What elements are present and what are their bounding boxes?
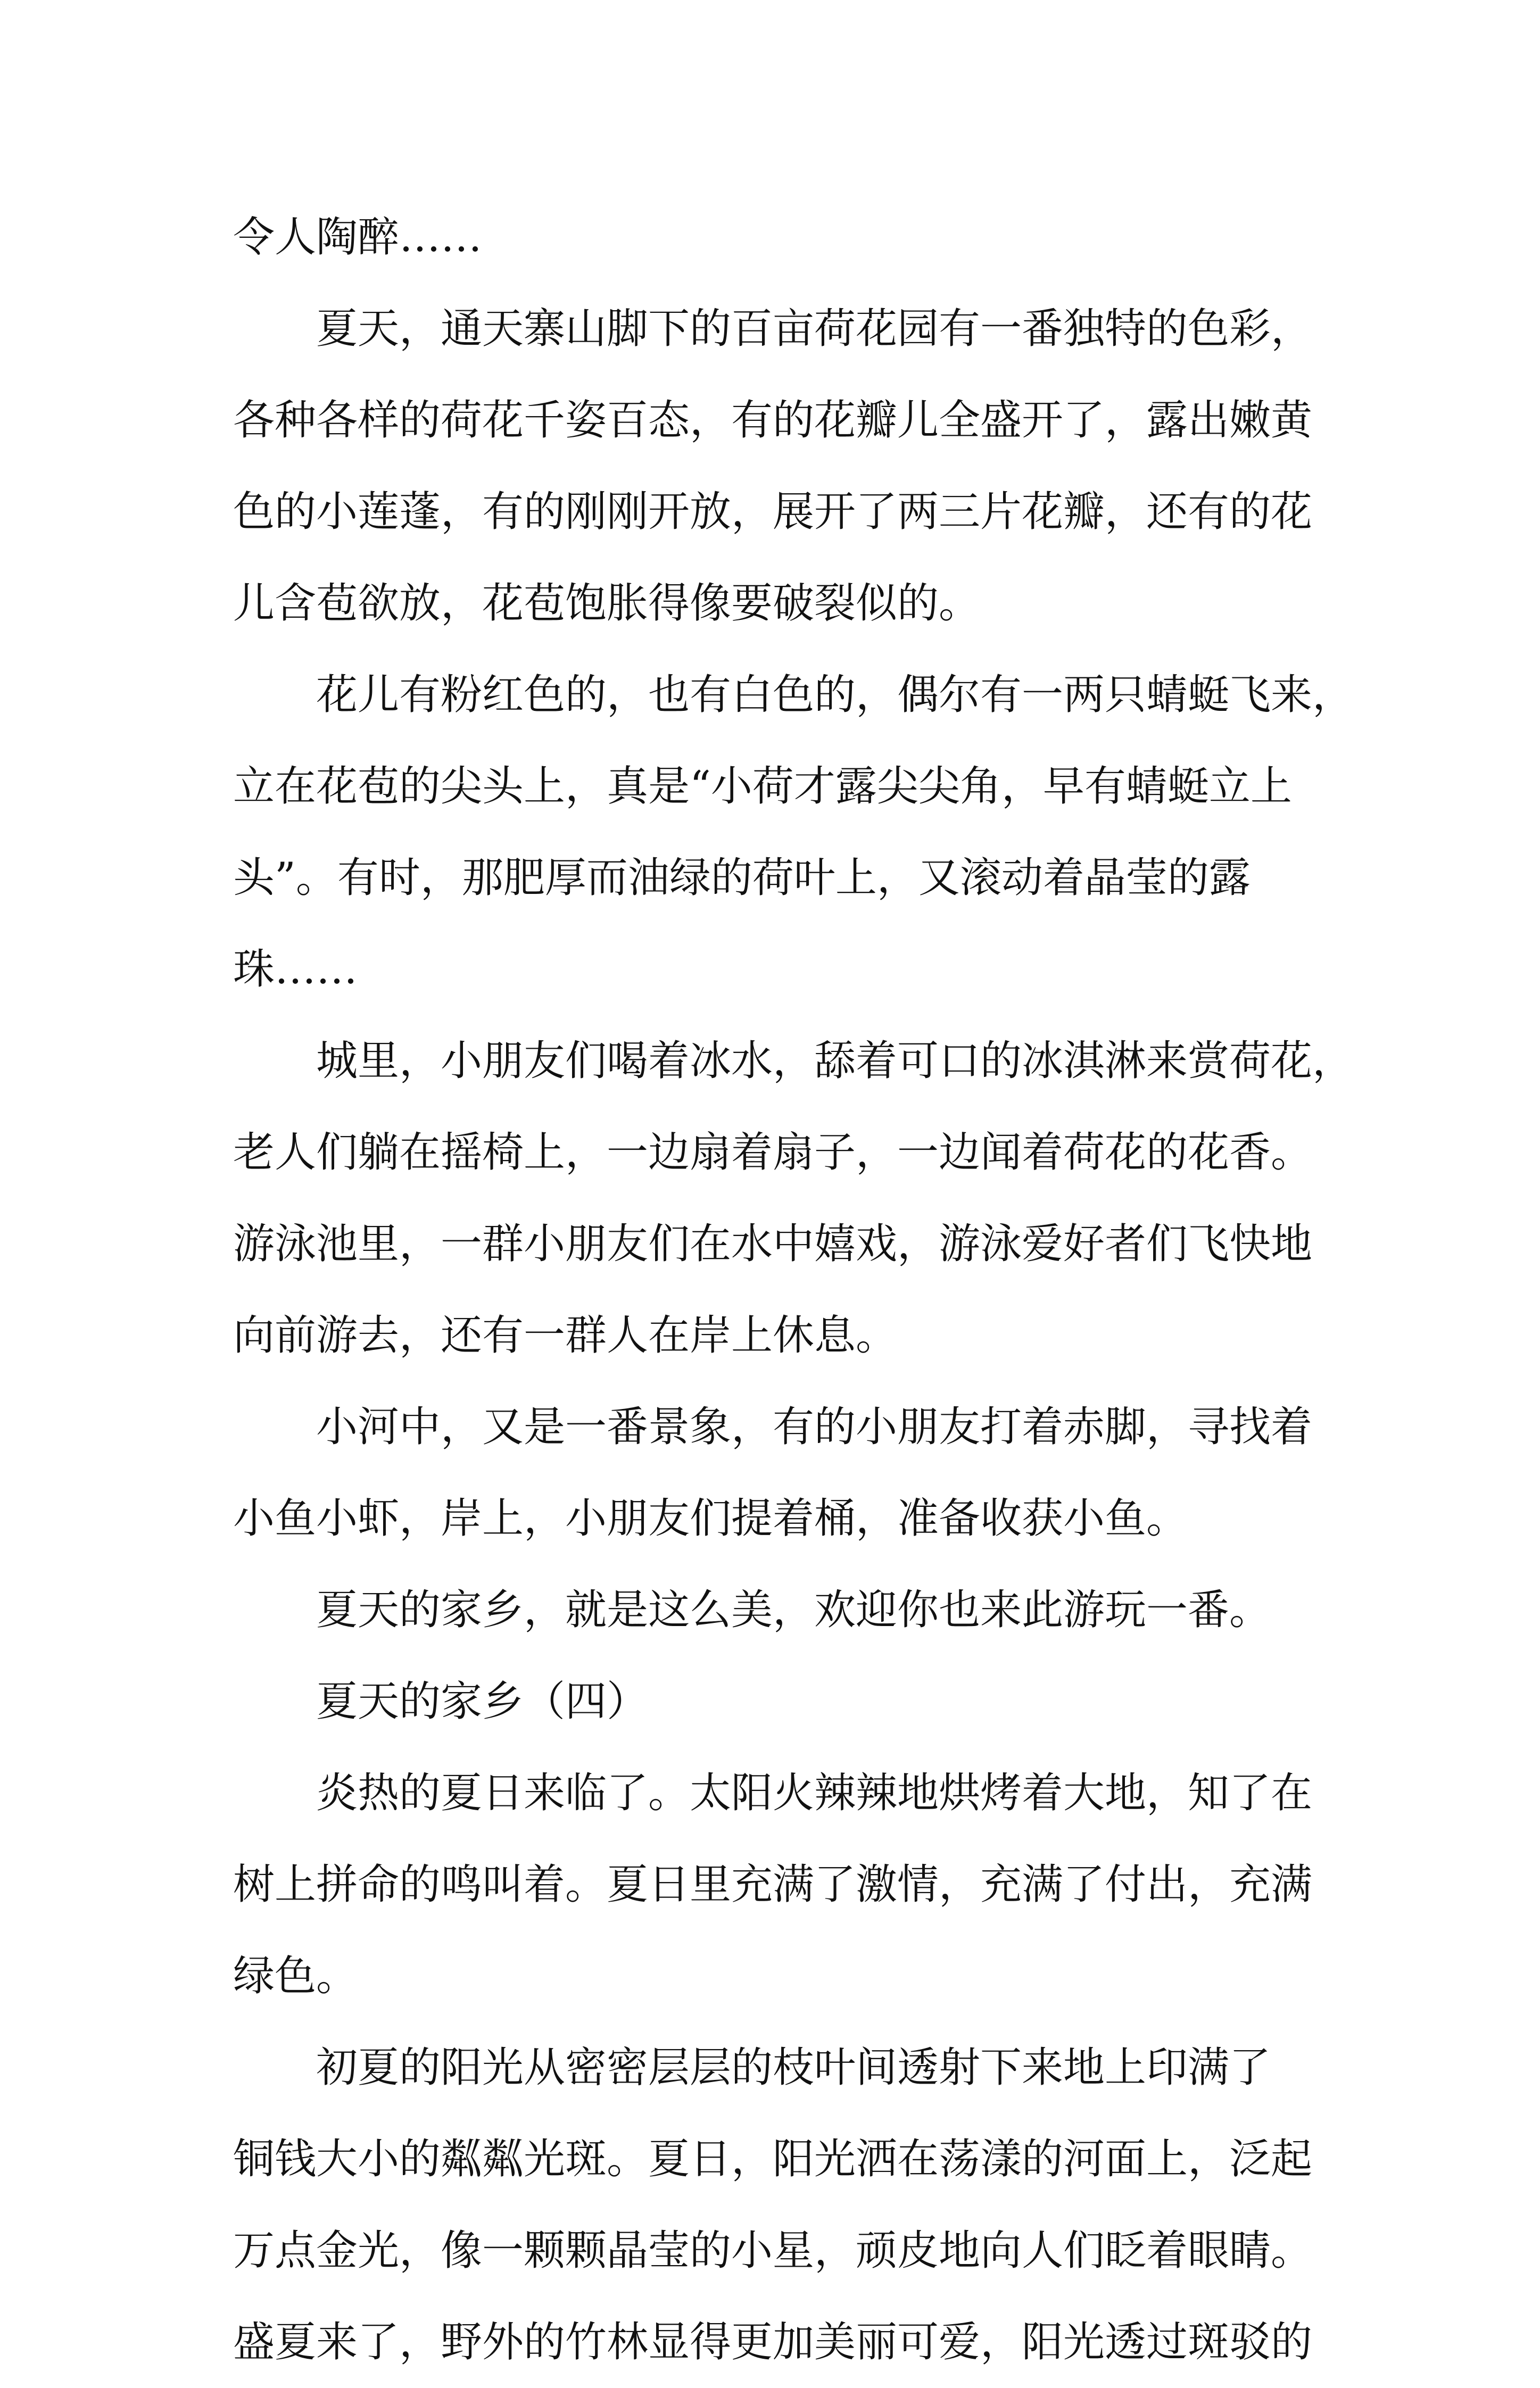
text-line: 立在花苞的尖头上，真是“小荷才露尖尖角，早有蜻蜓立上 — [233, 762, 1292, 810]
text-line: 万点金光，像一颗颗晶莹的小星，顽皮地向人们眨着眼睛。 — [233, 2227, 1313, 2275]
text-line: 炎热的夏日来临了。太阳火辣辣地烘烤着大地，知了在 — [316, 1769, 1313, 1817]
text-line: 向前游去，还有一群人在岸上休息。 — [233, 1312, 898, 1359]
paragraph — [233, 2022, 1313, 2388]
paragraph — [233, 1015, 1354, 1381]
text-line: 游泳池里，一群小朋友们在水中嬉戏，游泳爱好者们飞快地 — [233, 1220, 1313, 1268]
text-line: 铜钱大小的粼粼光斑。夏日，阳光洒在荡漾的河面上，泛起 — [233, 2135, 1313, 2183]
text-line: 盛夏来了，野外的竹林显得更加美丽可爱，阳光透过斑驳的 — [233, 2318, 1313, 2366]
text-line: 珠…… — [233, 946, 358, 993]
paragraph — [233, 1747, 1313, 2022]
text-line: 令人陶醉…… — [233, 213, 483, 261]
text-line: 花儿有粉红色的，也有白色的，偶尔有一两只蜻蜓飞来， — [316, 671, 1354, 719]
text-line: 夏天的家乡（四） — [316, 1678, 649, 1726]
text-line: 小河中，又是一番景象，有的小朋友打着赤脚，寻找着 — [316, 1403, 1313, 1451]
text-line: 各种各样的荷花千姿百态，有的花瓣儿全盛开了，露出嫩黄 — [233, 396, 1313, 444]
text-line: 小鱼小虾，岸上，小朋友们提着桶，准备收获小鱼。 — [233, 1495, 1188, 1543]
text-line: 老人们躺在摇椅上，一边扇着扇子，一边闻着荷花的花香。 — [233, 1129, 1313, 1176]
paragraph — [233, 192, 1313, 283]
text-line: 夏天，通天寨山脚下的百亩荷花园有一番独特的色彩， — [316, 305, 1313, 353]
text-line: 儿含苞欲放，花苞饱胀得像要破裂似的。 — [233, 579, 981, 627]
text-line: 树上拼命的鸣叫着。夏日里充满了激情，充满了付出，充满 — [233, 1861, 1313, 1909]
paragraph — [233, 649, 1354, 1015]
text-line: 夏天的家乡，就是这么美，欢迎你也来此游玩一番。 — [316, 1586, 1271, 1634]
section-heading — [233, 1656, 1313, 1747]
text-line: 绿色。 — [233, 1952, 358, 2000]
text-line: 城里，小朋友们喝着冰水，舔着可口的冰淇淋来赏荷花， — [316, 1037, 1354, 1085]
paragraph — [233, 1564, 1313, 1656]
text-line: 初夏的阳光从密密层层的枝叶间透射下来地上印满了 — [316, 2044, 1271, 2092]
paragraph — [233, 1381, 1313, 1564]
text-line: 头”。有时，那肥厚而油绿的荷叶上，又滚动着晶莹的露 — [233, 854, 1251, 902]
document-body — [233, 192, 1354, 2388]
paragraph — [233, 283, 1313, 649]
text-line: 色的小莲蓬，有的刚刚开放，展开了两三片花瓣，还有的花 — [233, 488, 1313, 536]
